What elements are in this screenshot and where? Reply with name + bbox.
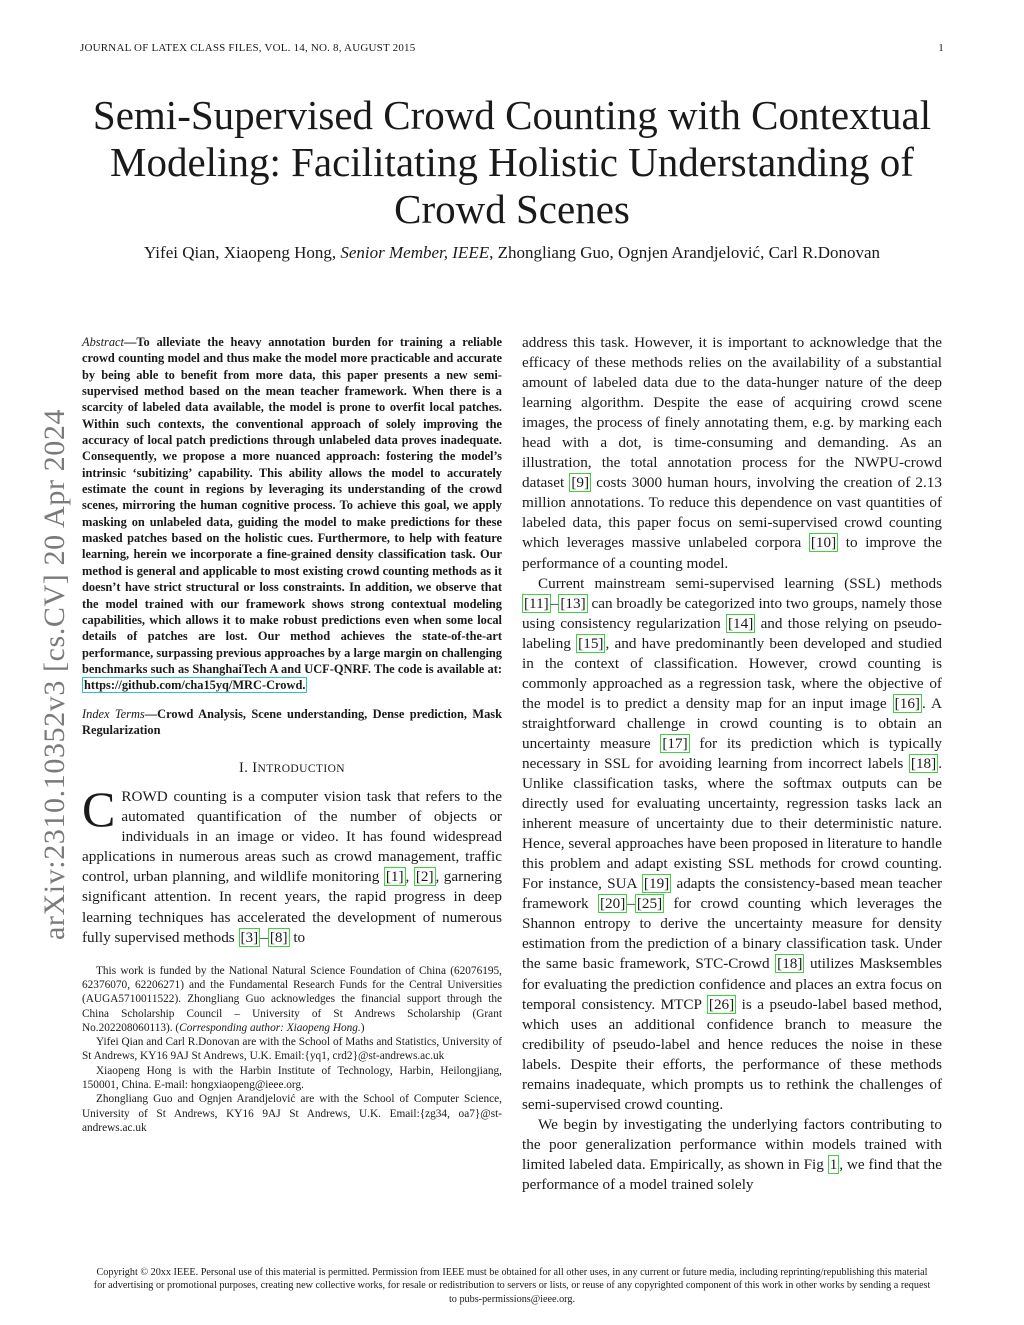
right-column-body [522, 333, 942, 1195]
intro-caps: ROWD [121, 788, 168, 806]
index-terms-text: —Crowd Analysis, Scene understanding, Dense prediction, Mask Regularization [82, 706, 502, 737]
paragraph [522, 333, 942, 574]
citation-link[interactable]: [20] [599, 895, 626, 913]
text-run: utilizes Masksembles for evaluating the prediction confidence and places an extra focus on temporal consistency. MTCP [522, 955, 942, 1013]
drop-cap: C [82, 781, 116, 838]
citation-link[interactable]: [13] [560, 594, 586, 612]
citation-link[interactable]: [18] [777, 955, 803, 973]
index-terms-lead: Index Terms [82, 706, 145, 721]
text-run: for its prediction which is typically necessary in SSL for avoiding learning from incorrect labels [522, 734, 942, 772]
text-run: costs 3000 human hours, involving the creation of 2.13 million annotations. To reduce this dependence on vast quantities of labeled data, this paper focus on semi-supervised crowd counting which leverages massive unlabeled corpora [522, 474, 942, 552]
text-run: . A straightforward challenge in crowd counting is to obtain an uncertainty measure [522, 694, 942, 752]
paragraph [522, 1115, 942, 1195]
section-number: I. [239, 760, 249, 777]
intro-dash: – [260, 928, 268, 946]
author-list [40, 243, 984, 263]
citation-link[interactable]: [8] [269, 928, 288, 946]
text-run: is a pseudo-label based method, which uses an additional confidence branch to measure the credibility of pseudo-label and hence reduces the noise in these labels. Despite their efforts, the performance of these methods remains inadequate, which prompts us to rethink the challenges of semi-supervised crowd counting. [522, 995, 942, 1113]
citation-link[interactable]: [16] [894, 694, 920, 712]
text-run: – [550, 594, 559, 612]
footnote-affiliation-1: Yifei Qian and Carl R.Donovan are with the School of Maths and Statistics, University of St Andrews, KY16 9AJ St Andrews, U.K. Email:{yq1, crd2}@st-andrews.ac.uk [82, 1036, 502, 1063]
intro-text-c: , garnering significant attention. In recent years, the rapid progress in deep learning techniques has accelerated the development of numerous fully supervised methods [82, 868, 502, 946]
footnotes [82, 964, 502, 1136]
index-terms [82, 706, 502, 739]
left-column [82, 334, 502, 1135]
footnote-affiliation-2: Xiaopeng Hong is with the Harbin Institute of Technology, Harbin, Heilongjiang, 150001, China. E-mail: hongxiaopeng@ieee.org. [82, 1064, 502, 1091]
text-run: to improve the performance of a counting model. [522, 534, 942, 572]
code-link[interactable]: https://github.com/cha15yq/MRC-Crowd. [84, 678, 306, 693]
citation-link[interactable]: [26] [708, 995, 735, 1013]
citation-link[interactable]: [1] [385, 868, 404, 886]
citation-link[interactable]: [19] [643, 875, 670, 893]
footnote-corresponding: Corresponding author: Xiaopeng Hong. [179, 1021, 361, 1034]
copyright-notice: Copyright © 20xx IEEE. Personal use of this material is permitted. Permission from IEEE must be obtained for all other uses, in any current or future media, including reprinting/republishing this material for advertising or promotional purposes, creating new collective works, for resale or redistribution to servers or lists, or reuse of any copyrighted component of this work in other works by sending a request to pubs-permissions@ieee.org. [93, 1267, 931, 1305]
citation-link[interactable]: [3] [240, 928, 259, 946]
paper-title: Semi-Supervised Crowd Counting with Contextual Modeling: Facilitating Holistic Understanding of Crowd Scenes [92, 92, 932, 232]
text-run: Current mainstream semi-supervised learning (SSL) methods [538, 574, 942, 592]
footnote-funding-text: This work is funded by the National Natural Science Foundation of China (62076195, 62376070, 62206271) and the Fundamental Research Funds for the Central Universities (AUGA5710011522). Zhongliang Guo acknowledges the financial support through the China Scholarship Council – University of St Andrews Scholarship (Grant No.202208060113). ( [82, 964, 502, 1034]
footnote-funding-close: ) [360, 1021, 365, 1034]
abstract [82, 334, 502, 694]
paragraph [522, 574, 942, 1115]
footnote-affiliation-3: Zhongliang Guo and Ognjen Arandjelović are with the School of Computer Science, University of St Andrews, KY16 9AJ St Andrews, U.K. Email:{zg34, oa7}@st-andrews.ac.uk [82, 1093, 502, 1134]
text-run: for crowd counting which leverages the Shannon entropy to derive the uncertainty measure for density estimation from the prediction of a binary classification task. Under the same basic framework, STC-Crowd [522, 895, 943, 973]
text-run: adapts the consistency-based mean teacher framework [522, 875, 942, 913]
citation-link[interactable]: [17] [662, 734, 688, 752]
citation-link[interactable]: [9] [571, 474, 590, 492]
authors-part-2: , Zhongliang Guo, Ognjen Arandjelović, Carl R.Donovan [489, 243, 881, 262]
arxiv-sidebar [32, 350, 72, 940]
intro-paragraph [82, 781, 502, 947]
citation-link[interactable]: [10] [810, 534, 837, 552]
section-rest: NTRODUCTION [257, 763, 345, 776]
text-run: address this task. However, it is important to acknowledge that the efficacy of these methods relies on the availability of a substantial amount of labeled data due to the data-hunger nature of the deep learning algorithm. Despite the ease of acquiring crowd scene images, the process of finely annotating them, e.g. by marking each head with a dot, is time-consuming and demanding. As an illustration, the total annotation process for the NWPU-crowd dataset [522, 334, 942, 492]
citation-link[interactable]: [25] [636, 895, 663, 913]
text-run: . Unlike classification tasks, where the softmax outputs can be directly used for evaluating uncertainty, regression tasks lack an inherent measure of uncertainty due to their deterministic nature. Hence, several approaches have been proposed in literature to handle this problem and adapt existing SSL methods for crowd counting. For instance, SUA [522, 754, 942, 893]
page-number: 1 [938, 42, 944, 54]
intro-text-d: to [289, 928, 306, 946]
abstract-text: —To alleviate the heavy annotation burden for training a reliable crowd counting model and thus make the model more practicable and accurate by being able to benefit from more data, this paper presents a new semi-supervised method based on the mean teacher framework. When there is a scarcity of labeled data available, the model is prone to overfit local patches. Within such contexts, the conventional approach of solely improving the accuracy of local patch predictions through unlabeled data proves inadequate. Consequently, we propose a more nuanced approach: fostering the model’s intrinsic ‘subitizing’ capability. This ability allows the model to accurately estimate the count in regions by leveraging its understanding of the crowd scenes, mirroring the human cognitive process. To achieve this goal, we apply masking on unlabeled data, guiding the model to make predictions for these masked patches based on the holistic cues. Furthermore, to help with feature learning, herein we incorporate a fine-grained density classification task. Our method is general and applicable to most existing crowd counting methods as it doesn’t have strict structural or loss constraints. In addition, we observe that the model trained with our framework shows strong contextual modeling capabilities, which allows it to make robust predictions even when some local details of patches are lost. Our method achieves the state-of-the-art performance, surpassing previous approaches by a large margin on challenging benchmarks such as ShanghaiTech A and UCF-QNRF. The code is available at: [82, 335, 502, 676]
footnote-funding [82, 964, 502, 1035]
arxiv-id: arXiv:2310.10352v3 [cs.CV] 20 Apr 2024 [38, 408, 71, 940]
journal-name: JOURNAL OF LATEX CLASS FILES, VOL. 14, NO. 8, AUGUST 2015 [80, 42, 416, 54]
citation-link[interactable]: [11] [524, 594, 549, 612]
text-run: We begin by investigating the underlying factors contributing to the poor generalization performance within models trained with limited labeled data. Empirically, as shown in Fig [522, 1115, 942, 1173]
section-first-letter: I [252, 760, 258, 777]
citation-link[interactable]: [15] [578, 634, 604, 652]
intro-text-b: , [405, 868, 414, 886]
text-run: , we find that the performance of a model trained solely [522, 1155, 942, 1193]
text-run: , and have predominantly been developed and studied in the context of classification. However, crowd counting is commonly approached as a regression task, where the objective of the model is to predict a density map for an input image [522, 634, 943, 712]
citation-link[interactable]: [18] [910, 754, 937, 772]
right-column [522, 333, 942, 1195]
citation-link[interactable]: [2] [415, 868, 434, 886]
text-run: – [627, 895, 635, 913]
author-role: Senior Member, IEEE [340, 243, 490, 262]
figure-link[interactable]: 1 [829, 1155, 838, 1173]
authors-part-1: Yifei Qian, Xiaopeng Hong, [143, 243, 337, 262]
abstract-lead: Abstract [82, 335, 124, 349]
intro-text-a: counting is a computer vision task that refers to the automated quantification of the number of objects or individuals in an image or video. It has found widespread applications in numerous areas such as crowd management, traffic control, urban planning, and wildlife monitoring [82, 788, 502, 886]
section-heading-introduction [82, 760, 502, 777]
citation-link[interactable]: [14] [727, 614, 754, 632]
text-run: and those relying on pseudo-labeling [522, 614, 942, 652]
text-run: can broadly be categorized into two groups, namely those using consistency regularization [522, 594, 942, 632]
